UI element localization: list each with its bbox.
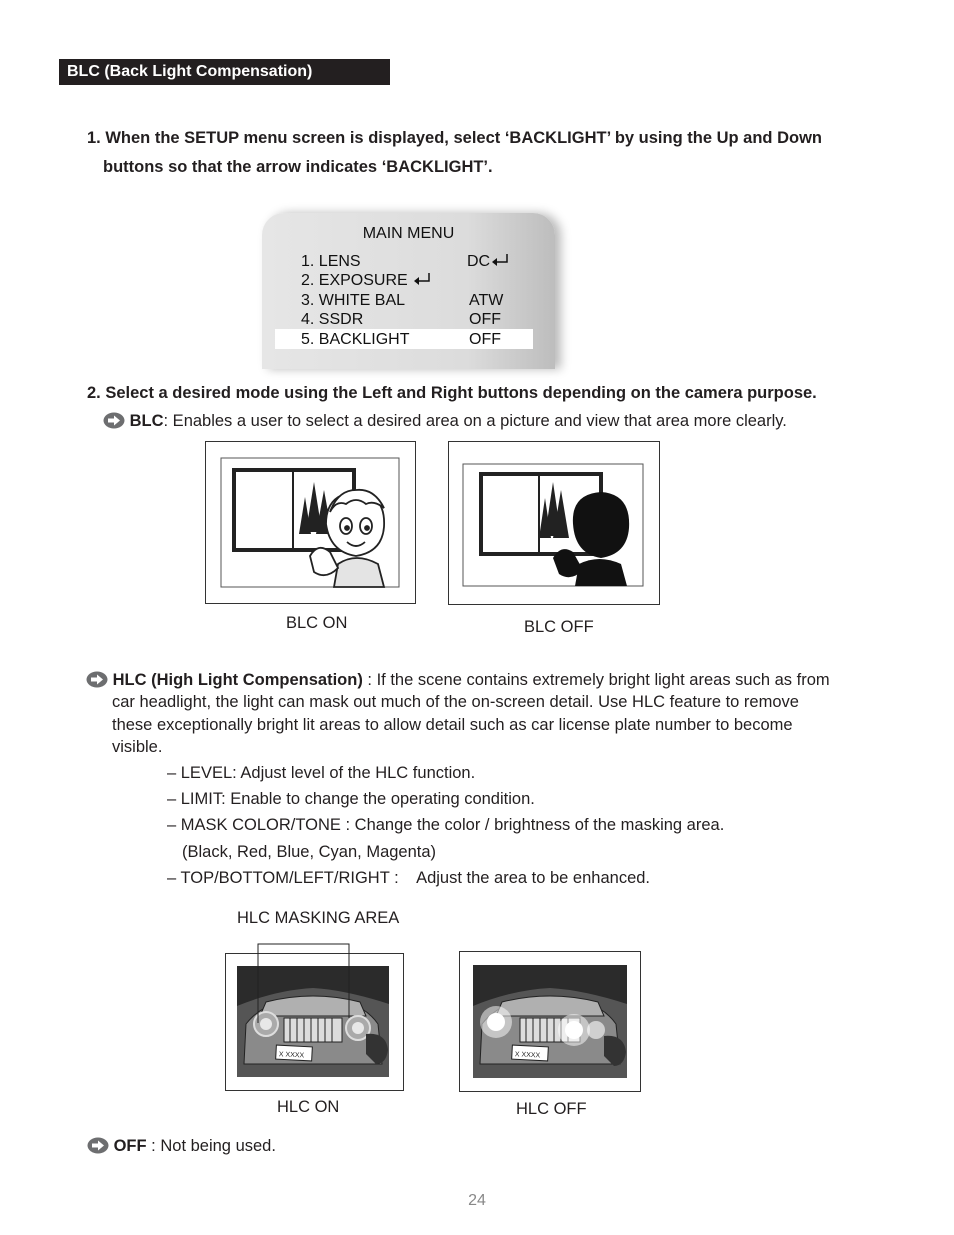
menu-item-value: OFF [469, 311, 501, 328]
menu-item-backlight [301, 331, 551, 349]
step1-line2: buttons so that the arrow indicates ‘BACKLIGHT’. [103, 158, 493, 176]
hlc-item-level: – LEVEL: Adjust level of the HLC function. [167, 764, 476, 782]
menu-item-value: ATW [469, 292, 504, 309]
hlc-masking-area-label: HLC MASKING AREA [237, 909, 400, 927]
plate-text: X XXXX [514, 1051, 541, 1060]
arrow-bullet-icon [103, 412, 125, 429]
hlc-off-image [459, 951, 641, 1092]
menu-item-lens [301, 253, 551, 271]
enter-arrow-icon [412, 272, 432, 286]
hlc-item-limit: – LIMIT: Enable to change the operating condition. [167, 790, 535, 808]
blc-off-illustration [449, 442, 659, 604]
blc-on-image [205, 441, 416, 604]
menu-item-label: 2. EXPOSURE [301, 272, 408, 289]
off-term: OFF [113, 1137, 147, 1155]
plate-text: X XXXX [278, 1051, 305, 1060]
hlc-description [86, 669, 876, 692]
off-description [87, 1135, 276, 1158]
hlc-on-caption: HLC ON [277, 1098, 340, 1116]
blc-off-caption: BLC OFF [524, 618, 594, 636]
menu-item-label: 4. SSDR [301, 311, 364, 328]
hlc-term: HLC (High Light Compensation) [112, 671, 363, 689]
hlc-off-illustration [460, 952, 640, 1091]
menu-item-label: 1. LENS [301, 253, 361, 270]
blc-off-image [448, 441, 660, 605]
menu-item-ssdr [301, 311, 551, 329]
blc-desc: : Enables a user to select a desired area on a picture and view that area more clearly. [163, 412, 787, 430]
blc-on-illustration [206, 442, 415, 603]
hlc-item-mask-colors-list: (Black, Red, Blue, Cyan, Magenta) [182, 843, 437, 861]
hlc-off-caption: HLC OFF [516, 1100, 587, 1118]
menu-title: MAIN MENU [362, 225, 455, 242]
masking-area-pointer [250, 938, 360, 1028]
step2: 2. Select a desired mode using the Left and Right buttons depending on the camera purpose. [87, 384, 817, 402]
blc-description [103, 410, 787, 433]
step1-line1: 1. When the SETUP menu screen is displayed, select ‘BACKLIGHT’ by using the Up and Down [87, 129, 822, 147]
hlc-desc-line3: these exceptionally bright lit areas to allow detail such as car license plate number to become [112, 716, 793, 734]
page-number: 24 [468, 1192, 486, 1209]
blc-term: BLC [129, 412, 164, 430]
enter-arrow-icon [490, 253, 510, 267]
menu-item-white-bal [301, 292, 551, 310]
blc-on-caption: BLC ON [286, 614, 348, 632]
menu-item-label: 3. WHITE BAL [301, 292, 406, 309]
menu-item-label: 5. BACKLIGHT [301, 331, 410, 348]
menu-item-value: OFF [469, 331, 501, 348]
arrow-bullet-icon [87, 1137, 109, 1154]
off-desc: : Not being used. [146, 1137, 276, 1155]
hlc-desc-1: : If the scene contains extremely bright light areas such as from [362, 671, 830, 689]
main-menu-screen [262, 213, 555, 369]
hlc-item-mask-color: – MASK COLOR/TONE : Change the color / brightness of the masking area. [167, 816, 725, 834]
menu-item-exposure [301, 272, 551, 290]
hlc-desc-line2: car headlight, the light can mask out much of the on-screen detail. Use HLC feature to remove [112, 693, 799, 711]
hlc-item-area: – TOP/BOTTOM/LEFT/RIGHT : Adjust the area to be enhanced. [167, 869, 651, 887]
arrow-bullet-icon [86, 671, 108, 688]
hlc-desc-line4: visible. [112, 738, 163, 756]
menu-item-value: DC [467, 253, 491, 270]
section-title: BLC (Back Light Compensation) [59, 59, 390, 85]
